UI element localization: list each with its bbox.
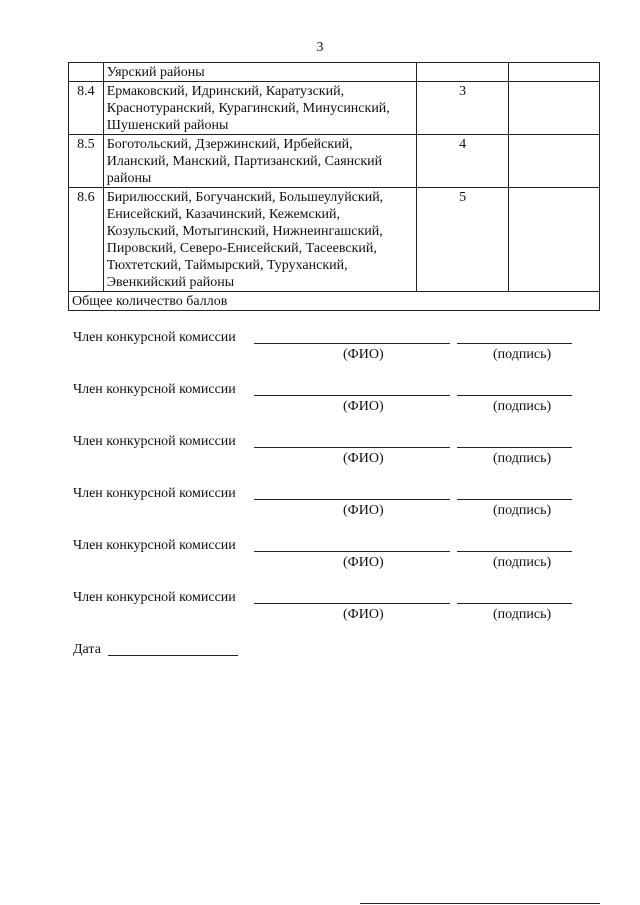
- table-row: [69, 188, 600, 292]
- table-row: [69, 82, 600, 135]
- points-cell: [509, 188, 600, 292]
- district-line: Шушенский районы: [106, 118, 229, 133]
- signature-label: Член конкурсной комиссии: [73, 538, 236, 553]
- points-cell: [509, 82, 600, 135]
- district-list: [103, 63, 416, 82]
- district-line: Козульский, Мотыгинский, Нижнеингашский,: [106, 224, 383, 239]
- signature-label: Член конкурсной комиссии: [73, 434, 236, 449]
- fio-caption: (ФИО): [343, 503, 384, 518]
- fio-caption: (ФИО): [343, 451, 384, 466]
- points-cell: [509, 63, 600, 82]
- fio-caption: (ФИО): [343, 399, 384, 414]
- fio-caption: (ФИО): [343, 555, 384, 570]
- date-field[interactable]: [108, 655, 238, 656]
- district-line: Боготольский, Дзержинский, Ирбейский,: [106, 137, 353, 152]
- fio-caption: (ФИО): [343, 347, 384, 362]
- district-line: Уярский районы: [106, 65, 205, 80]
- fio-field[interactable]: [254, 447, 450, 448]
- fio-field[interactable]: [254, 499, 450, 500]
- signature-field[interactable]: [457, 447, 572, 448]
- score-table: [68, 62, 600, 311]
- signature-field[interactable]: [457, 603, 572, 604]
- signature-label: Член конкурсной комиссии: [73, 486, 236, 501]
- signature-caption: (подпись): [493, 555, 552, 570]
- row-number: [69, 63, 104, 82]
- score-cell: 4: [417, 135, 509, 188]
- fio-field[interactable]: [254, 343, 450, 344]
- district-line: Иланский, Манский, Партизанский, Саянский: [106, 154, 383, 169]
- table-row: [69, 63, 600, 82]
- district-line: Бирилюсский, Богучанский, Большеулуйский,: [106, 190, 384, 205]
- row-number: 8.4: [69, 82, 104, 135]
- signature-caption: (подпись): [493, 347, 552, 362]
- signature-label: Член конкурсной комиссии: [73, 590, 236, 605]
- signature-block: [73, 330, 593, 368]
- fio-field[interactable]: [254, 395, 450, 396]
- score-cell: 5: [417, 188, 509, 292]
- signature-label: Член конкурсной комиссии: [73, 330, 236, 345]
- signature-caption: (подпись): [493, 451, 552, 466]
- district-line: Пировский, Северо-Енисейский, Тасеевский,: [106, 241, 377, 256]
- fio-field[interactable]: [254, 603, 450, 604]
- total-label: Общее количество баллов: [69, 292, 600, 311]
- footer-divider: [360, 903, 600, 904]
- district-list: [103, 135, 416, 188]
- signature-caption: (подпись): [493, 503, 552, 518]
- total-row: [69, 292, 600, 311]
- district-line: Эвенкийский районы: [106, 275, 235, 290]
- fio-field[interactable]: [254, 551, 450, 552]
- signature-block: [73, 538, 593, 576]
- score-cell: 3: [417, 82, 509, 135]
- signature-caption: (подпись): [493, 399, 552, 414]
- district-line: Енисейский, Казачинский, Кежемский,: [106, 207, 341, 222]
- page-number: 3: [316, 40, 324, 55]
- date-label: Дата: [73, 642, 101, 657]
- table-row: [69, 135, 600, 188]
- fio-caption: (ФИО): [343, 607, 384, 622]
- district-line: Краснотуранский, Курагинский, Минусинский,: [106, 101, 390, 116]
- signature-block: [73, 590, 593, 628]
- district-line: Ермаковский, Идринский, Каратузский,: [106, 84, 345, 99]
- signature-field[interactable]: [457, 343, 572, 344]
- signature-field[interactable]: [457, 395, 572, 396]
- date-block: [73, 642, 273, 662]
- signature-field[interactable]: [457, 499, 572, 500]
- district-line: Тюхтетский, Таймырский, Туруханский,: [106, 258, 348, 273]
- district-list: [103, 82, 416, 135]
- points-cell: [509, 135, 600, 188]
- signature-block: [73, 434, 593, 472]
- signature-block: [73, 486, 593, 524]
- district-list: [103, 188, 416, 292]
- row-number: 8.6: [69, 188, 104, 292]
- signature-caption: (подпись): [493, 607, 552, 622]
- district-line: районы: [106, 171, 152, 186]
- score-cell: [417, 63, 509, 82]
- signature-block: [73, 382, 593, 420]
- signature-field[interactable]: [457, 551, 572, 552]
- signature-label: Член конкурсной комиссии: [73, 382, 236, 397]
- row-number: 8.5: [69, 135, 104, 188]
